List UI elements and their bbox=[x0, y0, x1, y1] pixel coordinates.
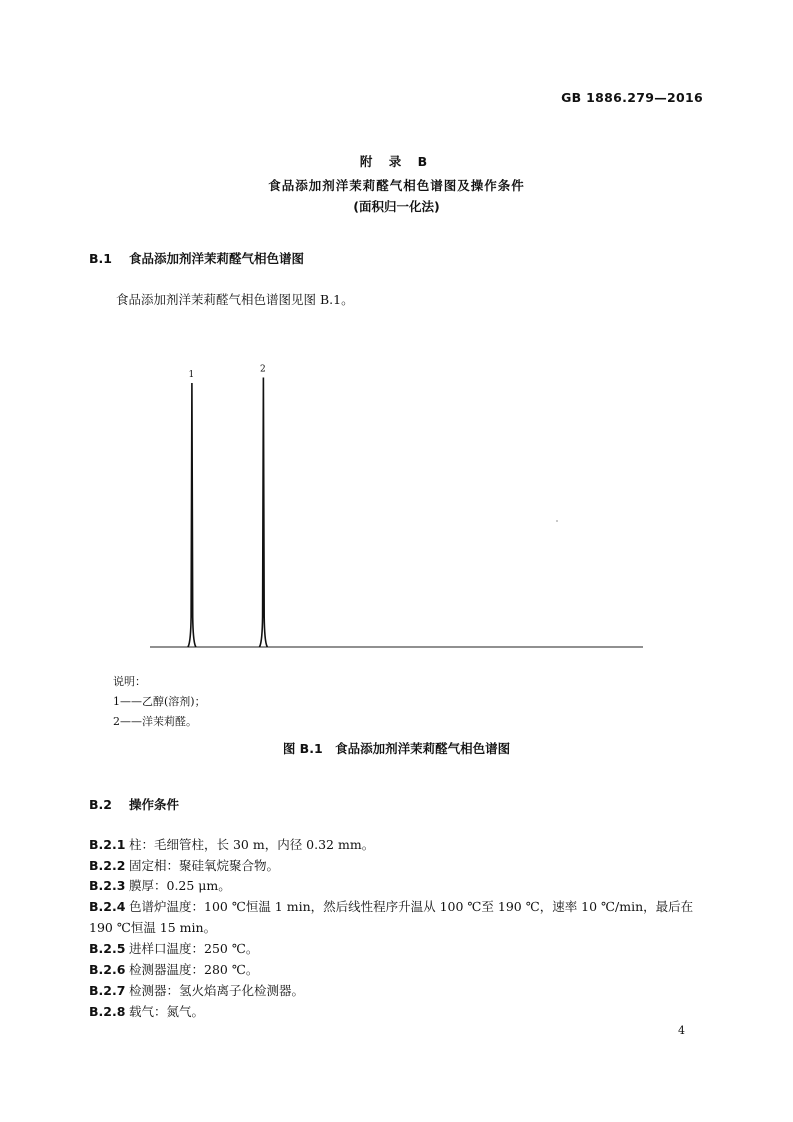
condition-item bbox=[89, 939, 258, 957]
condition-item bbox=[89, 897, 693, 915]
condition-item bbox=[89, 981, 304, 999]
condition-text-continued: 190 ℃恒温 15 min。 bbox=[89, 920, 217, 935]
appendix-subtitle: 食品添加剂洋茉莉醛气相色谱图及操作条件 bbox=[268, 178, 525, 193]
section-b1-title: 食品添加剂洋茉莉醛气相色谱图 bbox=[129, 251, 305, 266]
figure-caption: 图 B.1 食品添加剂洋茉莉醛气相色谱图 bbox=[282, 741, 511, 756]
section-b1-heading bbox=[89, 249, 304, 267]
section-b2-heading bbox=[89, 795, 179, 813]
condition-number: B.2.1 bbox=[89, 837, 126, 852]
condition-text: 固定相：聚硅氧烷聚合物。 bbox=[129, 858, 280, 873]
chromatogram-peak-2 bbox=[259, 378, 267, 648]
condition-number: B.2.6 bbox=[89, 962, 126, 977]
condition-text: 柱：毛细管柱，长 30 m，内径 0.32 mm。 bbox=[129, 837, 375, 852]
chromatogram-chart bbox=[145, 350, 645, 650]
condition-item bbox=[89, 856, 279, 874]
condition-number: B.2.5 bbox=[89, 941, 126, 956]
legend-item-1: 1——乙醇(溶剂)； bbox=[113, 695, 206, 708]
condition-number: B.2.4 bbox=[89, 899, 126, 914]
chromatogram-peak-label-2: 2 bbox=[260, 364, 266, 375]
condition-text: 检测器：氢火焰离子化检测器。 bbox=[129, 983, 305, 998]
condition-text: 检测器温度：280 ℃。 bbox=[129, 962, 259, 977]
section-b2-number: B.2 bbox=[89, 797, 112, 812]
condition-item bbox=[89, 1002, 204, 1020]
legend-title: 说明： bbox=[113, 675, 146, 688]
condition-number: B.2.8 bbox=[89, 1004, 126, 1019]
appendix-title: 附 录 B bbox=[359, 154, 434, 169]
chromatogram-peak-label-1: 1 bbox=[188, 370, 195, 380]
standard-code: GB 1886.279—2016 bbox=[561, 90, 703, 105]
chromatogram-peak-1 bbox=[188, 383, 196, 647]
condition-text: 载气：氮气。 bbox=[129, 1004, 205, 1019]
condition-item bbox=[89, 960, 258, 978]
condition-text: 色谱炉温度：100 ℃恒温 1 min，然后线性程序升温从 100 ℃至 190 ℃，速率 10 ℃/min，最后在 bbox=[129, 899, 694, 914]
condition-item bbox=[89, 876, 231, 894]
section-b2-title: 操作条件 bbox=[129, 797, 180, 812]
condition-text: 膜厚：0.25 μm。 bbox=[129, 878, 231, 893]
chromatogram-speck bbox=[556, 520, 557, 521]
appendix-note: (面积归一化法) bbox=[353, 199, 440, 214]
condition-number: B.2.7 bbox=[89, 983, 126, 998]
page-number: 4 bbox=[678, 1024, 685, 1037]
legend-item-2: 2——洋茉莉醛。 bbox=[113, 715, 197, 728]
section-b1-number: B.1 bbox=[89, 251, 112, 266]
condition-number: B.2.2 bbox=[89, 858, 126, 873]
condition-number: B.2.3 bbox=[89, 878, 126, 893]
section-b1-text: 食品添加剂洋茉莉醛气相色谱图见图 B.1。 bbox=[116, 292, 354, 307]
condition-text: 进样口温度：250 ℃。 bbox=[129, 941, 259, 956]
condition-item bbox=[89, 835, 374, 853]
